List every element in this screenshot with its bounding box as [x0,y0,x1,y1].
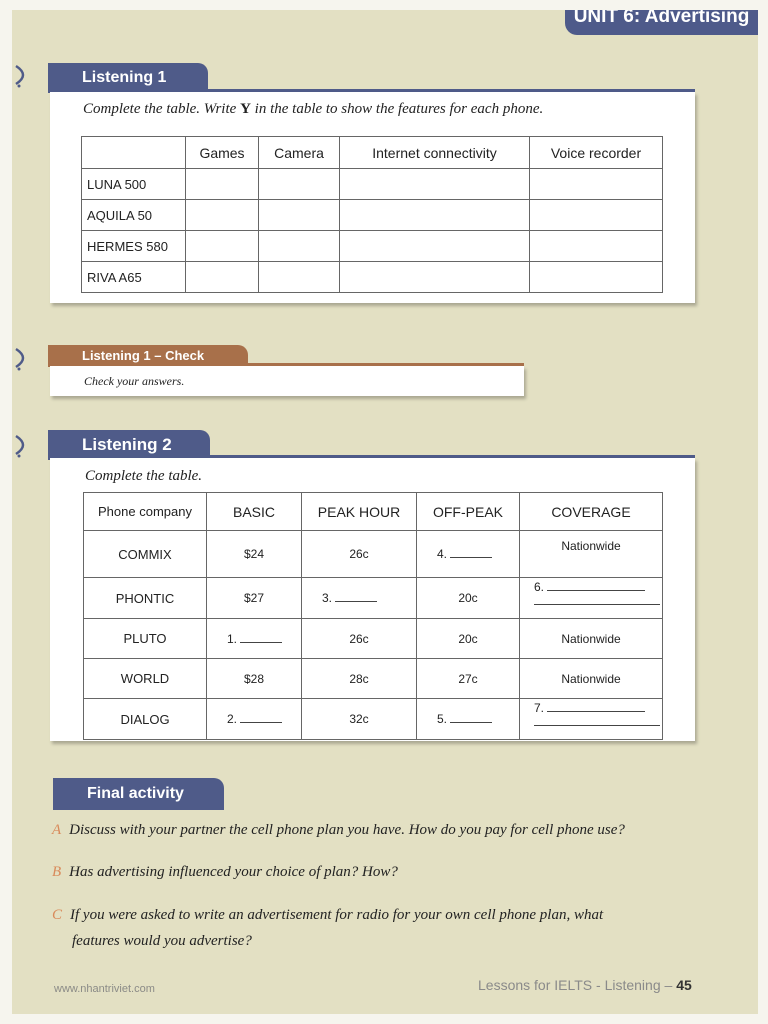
answer-cell[interactable] [259,169,340,200]
table-header-row [82,137,663,169]
offpeak-cell: 27c [417,659,520,699]
answer-blank[interactable] [450,547,492,558]
answer-cell[interactable] [340,200,530,231]
company-name: COMMIX [84,531,207,578]
table-row [84,531,663,578]
book-title: Lessons for IELTS - Listening – [478,977,673,993]
basic-cell: $28 [207,659,302,699]
answer-blank[interactable] [450,712,492,723]
answer-blank[interactable] [240,712,282,723]
peak-cell: 28c [302,659,417,699]
phone-name: AQUILA 50 [82,200,186,231]
coverage-cell: Nationwide [520,619,663,659]
discussion-question-b [52,859,398,885]
table-row [82,169,663,200]
answer-cell[interactable] [530,231,663,262]
table-header-cell: BASIC [207,493,302,531]
page-number: 45 [676,977,692,993]
phone-name: LUNA 500 [82,169,186,200]
company-name: DIALOG [84,699,207,740]
check-instruction: Check your answers. [84,374,185,388]
offpeak-cell: 20c [417,578,520,619]
question-number: 2. [227,712,238,726]
question-text-line-1: If you were asked to write an advertisement for radio for your own cell phone plan, what [70,907,604,923]
question-letter: B [52,864,62,880]
question-number: 6. [534,580,545,594]
discussion-question-a [52,817,625,843]
basic-blank[interactable] [207,619,302,659]
answer-blank[interactable] [240,632,282,643]
table-row [82,200,663,231]
answer-cell[interactable] [530,262,663,293]
table-header-row [84,493,663,531]
table-header-cell: Internet connectivity [340,137,530,169]
question-number: 5. [437,712,448,726]
table-row [84,699,663,740]
answer-blank[interactable] [534,715,660,726]
answer-cell[interactable] [259,200,340,231]
phone-name: HERMES 580 [82,231,186,262]
peak-cell: 26c [302,531,417,578]
answer-cell[interactable] [186,231,259,262]
phone-name: RIVA A65 [82,262,186,293]
coverage-cell: Nationwide [520,659,663,699]
peak-cell: 26c [302,619,417,659]
answer-cell[interactable] [340,169,530,200]
table-header-cell: OFF-PEAK [417,493,520,531]
table-header-cell: PEAK HOUR [302,493,417,531]
question-letter: C [52,907,63,923]
offpeak-blank[interactable] [417,531,520,578]
answer-cell[interactable] [186,262,259,293]
basic-blank[interactable] [207,699,302,740]
answer-cell[interactable] [186,169,259,200]
book-footer [478,977,692,993]
features-table [81,136,663,293]
section-title-final-activity: Final activity [53,778,224,810]
table-header-cell: Games [186,137,259,169]
question-text-line-2: features would you advertise? [72,933,252,949]
listening-2-instruction: Complete the table. [85,468,203,484]
section-title-listening-2: Listening 2 [48,430,210,460]
listening-1-card [50,92,695,303]
answer-cell[interactable] [340,262,530,293]
table-header-cell: Camera [259,137,340,169]
peak-blank[interactable] [302,578,417,619]
company-name: PHONTIC [84,578,207,619]
answer-cell[interactable] [259,231,340,262]
section-title-listening-1: Listening 1 [48,63,208,93]
discussion-question-c [52,902,603,954]
offpeak-blank[interactable] [417,699,520,740]
check-card [50,366,524,396]
question-text: Discuss with your partner the cell phone plan you have. How do you pay for cell phone use? [69,822,625,838]
question-number: 1. [227,631,238,646]
answer-cell[interactable] [530,200,663,231]
unit-title: UNIT 6: Advertising [573,10,750,27]
answer-blank[interactable] [547,701,645,712]
question-number: 7. [534,701,545,715]
answer-cell[interactable] [259,262,340,293]
listening-1-instruction: Complete the table. Write Y in the table to show the features for each phone. [83,101,544,117]
audio-cd-icon[interactable] [12,345,34,371]
question-number: 3. [322,591,333,605]
company-name: PLUTO [84,619,207,659]
listening-2-card [50,458,695,741]
phone-plan-table [83,492,663,740]
section-title-listening-1-check: Listening 1 – Check [48,345,248,367]
unit-header-tab [565,10,758,35]
audio-cd-icon[interactable] [12,432,34,458]
table-row [84,659,663,699]
coverage-blank[interactable] [520,578,663,619]
audio-cd-icon[interactable] [12,62,34,88]
coverage-blank[interactable] [520,699,663,740]
table-row [82,231,663,262]
question-number: 4. [437,547,448,561]
answer-blank[interactable] [534,594,660,605]
peak-cell: 32c [302,699,417,740]
coverage-cell: Nationwide [520,531,663,578]
answer-cell[interactable] [340,231,530,262]
table-header-cell: COVERAGE [520,493,663,531]
table-header-cell: Voice recorder [530,137,663,169]
offpeak-cell: 20c [417,619,520,659]
question-letter: A [52,822,62,838]
question-text: Has advertising influenced your choice of plan? How? [69,864,398,880]
table-row [82,262,663,293]
table-row [84,619,663,659]
answer-blank[interactable] [547,580,645,591]
basic-cell: $24 [207,531,302,578]
basic-cell: $27 [207,578,302,619]
table-header-cell: Phone company [84,493,207,531]
table-header-cell [82,137,186,169]
answer-blank[interactable] [335,591,377,602]
company-name: WORLD [84,659,207,699]
publisher-website: www.nhantriviet.com [54,983,155,995]
table-row [84,578,663,619]
answer-cell[interactable] [186,200,259,231]
answer-cell[interactable] [530,169,663,200]
